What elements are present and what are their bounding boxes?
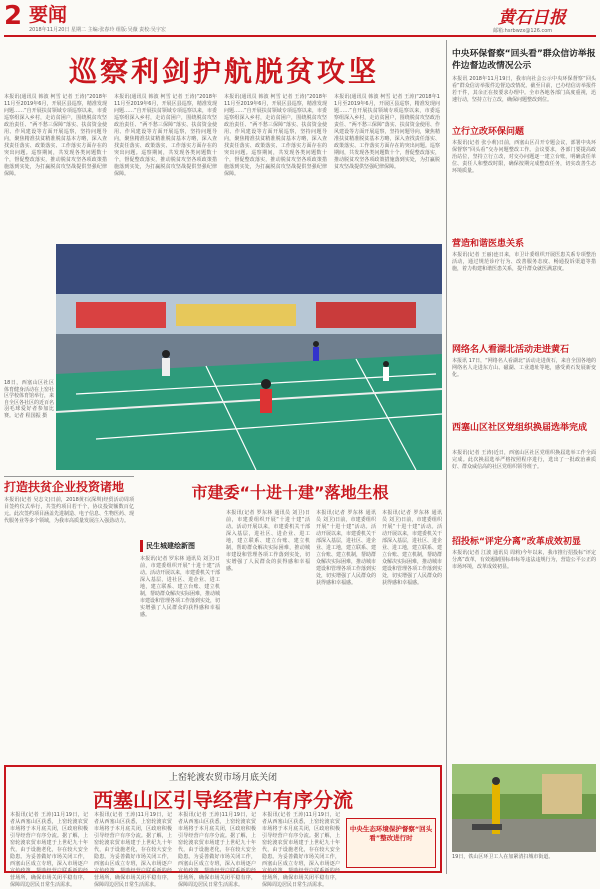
bottom-kicker: 上窑轮渡农贸市场月底关闭 <box>168 773 277 783</box>
dateline: 2018年11月20日 星期二 主编:张春玲 组版:吴薇 责校:吴宇宏 <box>29 27 166 33</box>
small-article-headline: 打造扶贫企业投资诸地 <box>4 480 125 494</box>
email: 邮箱:hsrbwzx@126.com <box>493 28 553 34</box>
feature-body-col4: 本报讯(记者 罗东林 通讯员 刘卫)日前，市建委组织开展“十进十建”活动。活动开展以来，市建委机关干部深入基层，进社区、进企业、进工地，建立联系、建立台账、建立机制，帮助群众解决实际困难，推动城市建设和管理各项工作落到实处，切实增强了人民群众的获得感和幸福感。 <box>382 510 443 586</box>
bottom-body-col3: 本报讯(记者 王涛)11月19日，记者从西塞山区获悉，上窑轮渡农贸市场将于本月底关闭，区政府积极引导经营户有序分流。据了解，上窑轮渡农贸市场建于上世纪九十年代，由于设施老化，存在较大安全隐患。为妥善做好市场关闭工作，西塞山区成立专班，深入市场逐户宣传政策，帮助经营户联系新的经营场所，确保市场关闭平稳有序，保障周边居民日常生活需求。 <box>178 812 256 888</box>
bottom-body-col4: 本报讯(记者 王涛)11月19日，记者从西塞山区获悉，上窑轮渡农贸市场将于本月底关闭，区政府积极引导经营户有序分流。据了解，上窑轮渡农贸市场建于上世纪九十年代，由于设施老化，存在较大安全隐患。为妥善做好市场关闭工作，西塞山区成立专班，深入市场逐户宣传政策，帮助经营户联系新的经营场所，确保市场关闭平稳有序，保障周边居民日常生活需求。 <box>262 812 340 888</box>
bottom-headline: 西塞山区引导经营户有序分流 <box>93 788 353 812</box>
sidebar-article-3-title: 营造和谐医患关系 <box>452 239 525 249</box>
sidebar-article-6-title: 招投标“评定分离”改革成效初显 <box>452 537 581 547</box>
feature-headline: 市建委“十进十建”落地生根 <box>191 483 389 502</box>
sidebar-article-5-body: 本报讯(记者 王涛)近日，西塞山区社区党组织换届选举工作全面完成。此次换届选举严格按照程序进行，选出了一批政治素质好、群众威信高的社区党组织领导班子。 <box>452 450 596 470</box>
sidebar-photo <box>452 764 596 852</box>
column-separator <box>446 40 447 874</box>
sidebar-article-5-title: 西塞山区社区党组织换届选举完成 <box>452 423 588 433</box>
sidebar-article-1-title: 中央环保督察“回头看”群众信访举报件边督边改情况公示 <box>452 49 596 71</box>
divider-left <box>4 476 134 477</box>
street-photo-svg <box>452 764 596 852</box>
sidebar-article-6-body: 本报讯(记者 江波 通讯员 周莉)今年以来，我市推行招投标“评定分离”改革，有效遏制围标串标等违法违规行为，营造公平公正的市场环境，改革成效初显。 <box>452 550 596 570</box>
sidebar-article-1-body: 本报讯 2018年11月19日，我市向社会公示中央环保督察“回头看”群众信访举报件边督边改情况。截至目前，已办结信访举报件若干件，其余正在按要求办理中。全市各地各部门高度重视，迅速行动，坚持立行立改，确保问题整改到位。 <box>452 76 596 103</box>
lead-headline: 巡察利剑护航脱贫攻坚 <box>68 55 379 88</box>
lead-body-col3: 本报讯(通讯员 韩波 柯雪 记者 王涛)“2018年11月至2019年6月，开展区县巡察，精准发现问题……”自开展扶贫领域专项巡察以来，市委巡察组深入乡村，走访贫困户，围绕脱贫攻坚政治责任、“两不愁三保障”落实、扶贫资金使用、作风建设等方面开展巡察，坚持问题导向，聚焦精准扶贫精准脱贫基本方略，深入查找责任落实、政策落实、工作落实方面存在的突出问题。巡察期间，共发现各类问题数十个，督促整改落实，推动脱贫攻坚各项政策措施落到实处，为打赢脱贫攻坚战提供坚强纪律保障。 <box>224 94 327 177</box>
sidebar-article-2-title: 立行立改环保问题 <box>452 127 525 137</box>
bottom-body-col2: 本报讯(记者 王涛)11月19日，记者从西塞山区获悉，上窑轮渡农贸市场将于本月底关闭，区政府积极引导经营户有序分流。据了解，上窑轮渡农贸市场建于上世纪九十年代，由于设施老化，存在较大安全隐患。为妥善做好市场关闭工作，西塞山区成立专班，深入市场逐户宣传政策，帮助经营户联系新的经营场所，确保市场关闭平稳有序，保障周边居民日常生活需求。 <box>94 812 172 888</box>
feature-body-col3: 本报讯(记者 罗东林 通讯员 刘卫)日前，市建委组织开展“十进十建”活动。活动开展以来，市建委机关干部深入基层，进社区、进企业、进工地，建立联系、建立台账、建立机制，帮助群众解决实际困难，推动城市建设和管理各项工作落到实处，切实增强了人民群众的获得感和幸福感。 <box>316 510 377 586</box>
section-title: 要闻 <box>29 4 68 26</box>
header-rule <box>4 35 596 37</box>
photo-caption: 18日，西塞山区社区体育健身活动在上窑社区学校体育馆举行，来自全区各社区的近百名羽毛球爱好者参加比赛。记者 程国振 摄 <box>4 380 55 419</box>
bottom-body-col1: 本报讯(记者 王涛)11月19日，记者从西塞山区获悉，上窑轮渡农贸市场将于本月底关闭，区政府积极引导经营户有序分流。据了解，上窑轮渡农贸市场建于上世纪九十年代，由于设施老化，存在较大安全隐患。为妥善做好市场关闭工作，西塞山区成立专班，深入市场逐户宣传政策，帮助经营户联系新的经营场所，确保市场关闭平稳有序，保障周边居民日常生活需求。 <box>10 812 88 888</box>
sidebar-article-2-body: 本报讯(记者 张小莉)日前，西塞山区召开专题会议，部署中央环保督察“回头看”交办问题整改工作。会议要求，各部门要提高政治站位，坚持立行立改，对交办问题逐一建立台账，明确责任单位、责任人和整改时限，确保按期完成整改任务，切实改善生态环境质量。 <box>452 140 596 174</box>
small-article-body: 本报讯(记者 吴志文)日前，2018黄石(深圳)经贸活动周项目签约仪式举行，共签约项目若干个，协议投资额数百亿元。此次签约项目涵盖先进制造、电子信息、生物医药、现代服务业等多个领域，为我市高质量发展注入强劲动力。 <box>4 497 135 524</box>
feature-subheading: 民生城建绘新图 <box>140 540 224 552</box>
feature-body-col2: 本报讯(记者 罗东林 通讯员 刘卫)日前，市建委组织开展“十进十建”活动。活动开展以来，市建委机关干部深入基层，进社区、进企业、进工地，建立联系、建立台账、建立机制，帮助群众解决实际困难，推动城市建设和管理各项工作落到实处，切实增强了人民群众的获得感和幸福感。 <box>226 510 310 572</box>
sidebar-article-4-body: 本报讯 17日，“网络名人看湖北”活动走进黄石，来自全国各地的网络名人走进东方山、磁湖、工业遗址等地，感受黄石发展新变化。 <box>452 358 596 378</box>
lead-body-col1: 本报讯(通讯员 韩波 柯雪 记者 王涛)“2018年11月至2019年6月，开展区县巡察，精准发现问题……”自开展扶贫领域专项巡察以来，市委巡察组深入乡村，走访贫困户，围绕脱贫攻坚政治责任、“两不愁三保障”落实、扶贫资金使用、作风建设等方面开展巡察，坚持问题导向，聚焦精准扶贫精准脱贫基本方略，深入查找责任落实、政策落实、工作落实方面存在的突出问题。巡察期间，共发现各类问题数十个，督促整改落实，推动脱贫攻坚各项政策措施落到实处，为打赢脱贫攻坚战提供坚强纪律保障。 <box>4 94 107 177</box>
lead-body-col2: 本报讯(通讯员 韩波 柯雪 记者 王涛)“2018年11月至2019年6月，开展区县巡察，精准发现问题……”自开展扶贫领域专项巡察以来，市委巡察组深入乡村，走访贫困户，围绕脱贫攻坚政治责任、“两不愁三保障”落实、扶贫资金使用、作风建设等方面开展巡察，坚持问题导向，聚焦精准扶贫精准脱贫基本方略，深入查找责任落实、政策落实、工作落实方面存在的突出问题。巡察期间，共发现各类问题数十个，督促整改落实，推动脱贫攻坚各项政策措施落到实处，为打赢脱贫攻坚战提供坚强纪律保障。 <box>114 94 217 177</box>
feature-body-col1: 本报讯(记者 罗东林 通讯员 刘卫)日前，市建委组织开展“十进十建”活动。活动开展以来，市建委机关干部深入基层，进社区、进企业、进工地，建立联系、建立台账、建立机制，帮助群众解决实际困难，推动城市建设和管理各项工作落到实处，切实增强了人民群众的获得感和幸福感。 <box>140 556 221 618</box>
page-number: 2 <box>4 1 23 31</box>
lead-body-col4: 本报讯(通讯员 韩波 柯雪 记者 王涛)“2018年11月至2019年6月，开展区县巡察，精准发现问题……”自开展扶贫领域专项巡察以来，市委巡察组深入乡村，走访贫困户，围绕脱贫攻坚政治责任、“两不愁三保障”落实、扶贫资金使用、作风建设等方面开展巡察，坚持问题导向，聚焦精准扶贫精准脱贫基本方略，深入查找责任落实、政策落实、工作落实方面存在的突出问题。巡察期间，共发现各类问题数十个，督促整改落实，推动脱贫攻坚各项政策措施落到实处，为打赢脱贫攻坚战提供坚强纪律保障。 <box>334 94 440 170</box>
sidebar-photo-caption: 19日，铁山区环卫工人在加紧清扫城市街道。 <box>452 854 554 860</box>
badminton-photo-svg <box>56 244 442 470</box>
sidebar-article-4-title: 网络名人看湖北活动走进黄石 <box>452 345 570 355</box>
inspection-badge: 中央生态环境保护督察“回头看”整改进行时 <box>346 818 436 868</box>
news-photo <box>56 244 442 470</box>
sidebar-article-3-body: 本报讯(记者 王丽)连日来，市卫计委组织开展医患关系专项整治活动，通过规范诊疗行为、改善服务态度、畅通投诉渠道等措施，着力构建和谐医患关系，提升群众就医满意度。 <box>452 252 596 272</box>
masthead-logo: 黄石日报 <box>498 8 566 28</box>
